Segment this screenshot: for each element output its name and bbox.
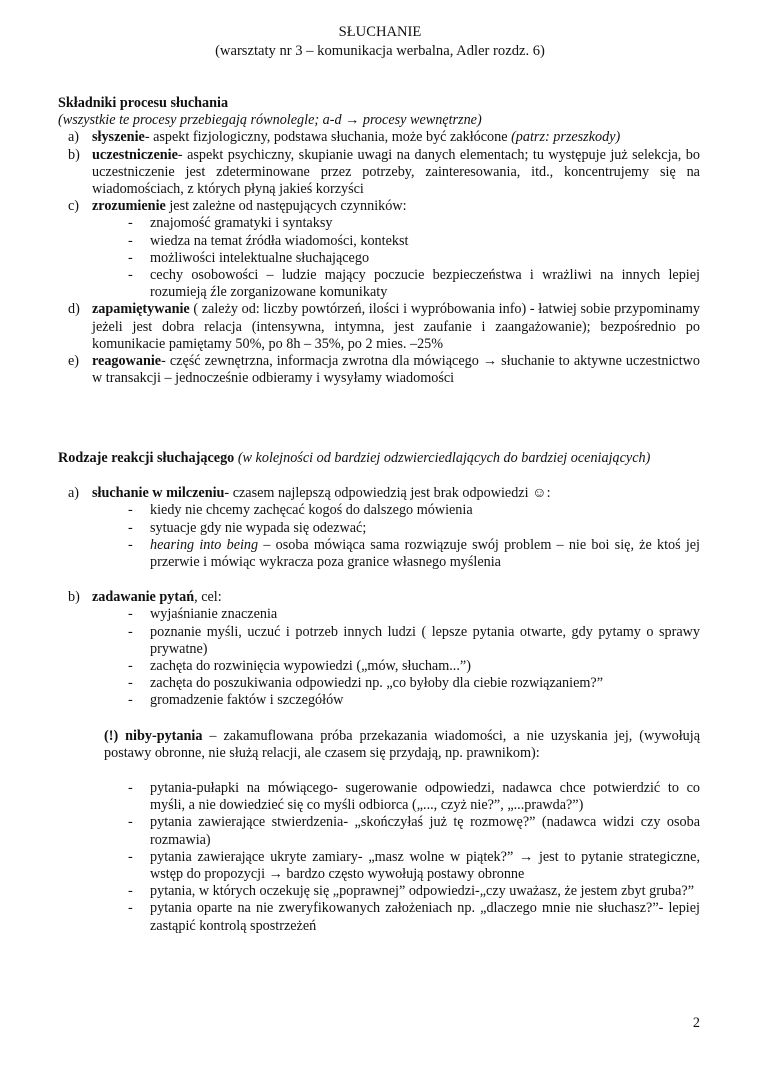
section-listener-responses bbox=[58, 450, 700, 935]
list-item: - kiedy nie chcemy zachęcać kogoś do dalszego mówienia bbox=[128, 502, 473, 519]
list-item-b: b) uczestniczenie- aspekt psychiczny, skupianie uwagi na danych elementach; tu występuje już selekcja, bo uczestniczenie jest zdeterminowane przez potrzeby, zainteresowania, itd., koncentrujemy się na wiadomościach, z których płyną jakieś korzyści bbox=[68, 146, 700, 198]
list-item: - pytania, w których oczekuję się „poprawnej” odpowiedzi-„czy uważasz, że jestem zbyt gruba?” bbox=[128, 883, 695, 900]
list-item: - wiedza na temat źródła wiadomości, kontekst bbox=[128, 232, 409, 249]
page-number: 2 bbox=[692, 1015, 700, 1031]
list-item-d: d) zapamiętywanie ( zależy od: liczby powtórzeń, ilości i wypróbowania info) - łatwiej sobie przypominamy jeżeli jest dobra relacja (intensywna, intymna, jest zaufanie i zaangażowanie); bezpośrednio po komunikacie pamiętamy 50%, po 8h – 35%, po 2 mies. –25% bbox=[68, 301, 700, 352]
section-heading: Rodzaje reakcji słuchającego (w kolejności od bardziej odzwierciedlających do bardziej oceniających) bbox=[58, 450, 651, 466]
list-item: - sytuacje gdy nie wypada się odezwać; bbox=[128, 519, 367, 536]
list-item: - pytania zawierające ukryte zamiary- „masz wolne w piątek?” → jest to pytanie strategiczne, wstęp do propozycji → bardzo często wywołują postawy obronne bbox=[128, 848, 700, 883]
list-item-e: e) reagowanie- część zewnętrzna, informacja zwrotna dla mówiącego → słuchanie to aktywne uczestnictwo w transakcji – jednocześnie odbieramy i wysyłamy wiadomości bbox=[68, 353, 700, 387]
list-item: - pytania zawierające stwierdzenia- „skończyłaś już tę rozmowę?” (nadawca widzi czy osoba rozmawia) bbox=[128, 814, 700, 848]
title-main: SŁUCHANIE bbox=[338, 24, 422, 40]
list-item-a: a) słyszenie- aspekt fizjologiczny, podstawa słuchania, może być zakłócone (patrz: przeszkody) bbox=[68, 129, 621, 146]
arrow-right-icon: → bbox=[268, 866, 283, 883]
smiley-icon: ☺ bbox=[532, 485, 547, 502]
list-item: - gromadzenie faktów i szczegółów bbox=[128, 692, 344, 709]
list-item-a: a) słuchanie w milczeniu- czasem najlepszą odpowiedzią jest brak odpowiedzi ☺: bbox=[68, 485, 551, 502]
list-item: - znajomość gramatyki i syntaksy bbox=[128, 215, 333, 232]
list-item: - hearing into being – osoba mówiąca sama rozwiązuje swój problem – nie boi się, że ktoś jej przerwie i mówiąc wykracza poza granice własnego myślenia bbox=[128, 536, 700, 571]
document-title bbox=[0, 23, 760, 61]
pseudo-questions-paragraph: (!) niby-pytania – zakamuflowana próba przekazania wiadomości, a nie uzyskania jej, (wywołują postawy obronne, nie służą relacji, ale czasem się przydają, np. prawnikom): bbox=[104, 727, 700, 761]
arrow-right-icon: → bbox=[345, 112, 360, 129]
arrow-right-icon: → bbox=[519, 848, 534, 865]
list-item: - zachęta do poszukiwania odpowiedzi np. „co byłoby dla ciebie rozwiązaniem?” bbox=[128, 675, 604, 692]
list-item: - możliwości intelektualne słuchającego bbox=[128, 249, 370, 266]
list-item: - poznanie myśli, uczuć i potrzeb innych ludzi ( lepsze pytania otwarte, gdy pytamy o sprawy prywatne) bbox=[128, 623, 700, 657]
list-item: - wyjaśnianie znaczenia bbox=[128, 606, 278, 623]
list-item-c: c) zrozumienie jest zależne od następujących czynników: bbox=[68, 198, 407, 215]
list-item-b: b) zadawanie pytań, cel: bbox=[68, 589, 222, 606]
section-subheading: (wszystkie te procesy przebiegają równolegle; a-d → procesy wewnętrzne) bbox=[58, 112, 482, 129]
list-item: - pytania-pułapki na mówiącego- sugerowanie odpowiedzi, nadawca chce potwierdzić to co myśli, a nie dowiedzieć się co myśli odbiorca („..., czyż nie?”, „...prawda?”) bbox=[128, 780, 700, 814]
section-heading: Składniki procesu słuchania bbox=[58, 95, 229, 111]
list-item: - zachęta do rozwinięcia wypowiedzi („mów, słucham...”) bbox=[128, 658, 471, 675]
list-item: - pytania oparte na nie zweryfikowanych założeniach np. „dlaczego mnie nie słuchasz?”- lepiej zastąpić kontrolą spostrzeżeń bbox=[128, 900, 700, 934]
title-subtitle: (warsztaty nr 3 – komunikacja werbalna, Adler rozdz. 6) bbox=[215, 43, 545, 59]
arrow-right-icon: → bbox=[482, 353, 498, 370]
section-listening-components bbox=[58, 95, 700, 387]
list-item: - cechy osobowości – ludzie mający poczucie bezpieczeństwa i wrażliwi na innych lepiej rozumieją źle zorganizowane komunikaty bbox=[128, 267, 700, 301]
